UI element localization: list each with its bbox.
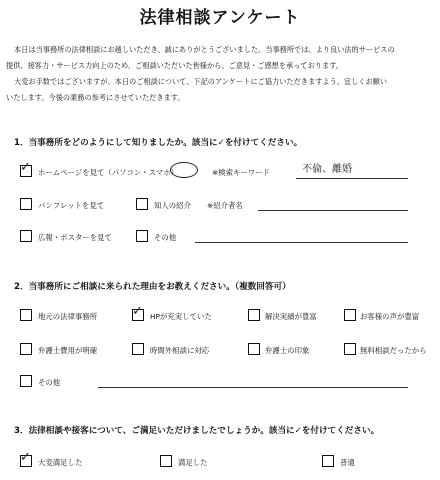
- referrer-label: ※紹介者名: [207, 201, 243, 210]
- check-mark: ✓: [20, 160, 31, 175]
- option-reason-5: 弁護士費用が明確: [38, 346, 98, 355]
- checkbox-reason-6[interactable]: [132, 343, 144, 355]
- option-homepage: ホームページを見て（パソコン・スマホ）: [38, 168, 178, 177]
- option-satisfied: 満足した: [178, 458, 208, 467]
- checkbox-reason-1[interactable]: [20, 309, 32, 321]
- question-2-heading: 2．当事務所にご相談に来られた理由をお教えください。（複数回答可）: [14, 282, 291, 292]
- intro-line-1: 本日は当事務所の法律相談にお越しいただき、誠にありがとうございました。当事務所では、より良い法的サービスの: [14, 45, 395, 54]
- check-mark: ✓: [132, 304, 143, 319]
- checkbox-normal[interactable]: [322, 455, 334, 467]
- option-pamphlet: パンフレットを見て: [38, 201, 105, 210]
- checkbox-q2-other[interactable]: [20, 375, 32, 387]
- circled-smartphone-mark: [170, 162, 198, 178]
- intro-line-4: いたします。今後の業務の参考にさせていただきます。: [6, 93, 185, 102]
- option-reason-4: お客様の声が豊富: [360, 312, 420, 321]
- option-reason-2: HPが充実していた: [150, 312, 212, 321]
- checkbox-reason-5[interactable]: [20, 343, 32, 355]
- referrer-line[interactable]: [258, 210, 408, 211]
- intro-text: [6, 42, 436, 106]
- checkbox-satisfied[interactable]: [160, 455, 172, 467]
- option-poster: 広報・ポスターを見て: [38, 233, 112, 242]
- checkbox-reason-4[interactable]: [344, 309, 356, 321]
- keyword-line[interactable]: [296, 178, 408, 179]
- intro-line-2: 提供、接客力・サービス力向上のため、ご相談いただいた皆様から、ご意見・ご感想を承っております。: [6, 61, 343, 70]
- option-very-satisfied: 大変満足した: [38, 458, 83, 467]
- checkbox-poster[interactable]: [20, 230, 32, 242]
- checkbox-reason-8[interactable]: [344, 343, 356, 355]
- intro-line-3: 大変お手数ではございますが、本日のご相談について、下記のアンケートにご協力いただきますよう、宜しくお願い: [14, 77, 388, 86]
- option-reason-1: 地元の法律事務所: [38, 312, 98, 321]
- option-normal: 普通: [340, 458, 355, 467]
- checkbox-q1-other[interactable]: [136, 230, 148, 242]
- option-referral: 知人の紹介: [154, 201, 191, 210]
- option-reason-7: 弁護士の印象: [265, 346, 310, 355]
- option-q1-other: その他: [154, 233, 177, 242]
- option-q2-other: その他: [38, 378, 61, 387]
- q1-other-line[interactable]: [195, 242, 408, 243]
- question-3-heading: 3．法律相談や接客について、ご満足いただけましたでしょうか。該当に✓を付けてください。: [14, 426, 380, 436]
- checkbox-reason-3[interactable]: [248, 309, 260, 321]
- option-reason-3: 解決実績が豊富: [265, 312, 317, 321]
- question-1-heading: 1．当事務所をどのようにして知りましたか。該当に✓を付けてください。: [14, 138, 303, 148]
- check-mark: ✓: [20, 450, 31, 465]
- option-reason-8: 無料相談だったから: [360, 346, 427, 355]
- checkbox-referral[interactable]: [136, 198, 148, 210]
- checkbox-reason-7[interactable]: [248, 343, 260, 355]
- keyword-label: ※検索キーワード: [212, 168, 270, 177]
- keyword-handwritten: 不倫、離婚: [302, 164, 352, 175]
- page-title: 法律相談アンケート: [139, 8, 301, 28]
- checkbox-pamphlet[interactable]: [20, 198, 32, 210]
- q2-other-line[interactable]: [98, 387, 408, 388]
- option-reason-6: 時間外相談に対応: [150, 346, 210, 355]
